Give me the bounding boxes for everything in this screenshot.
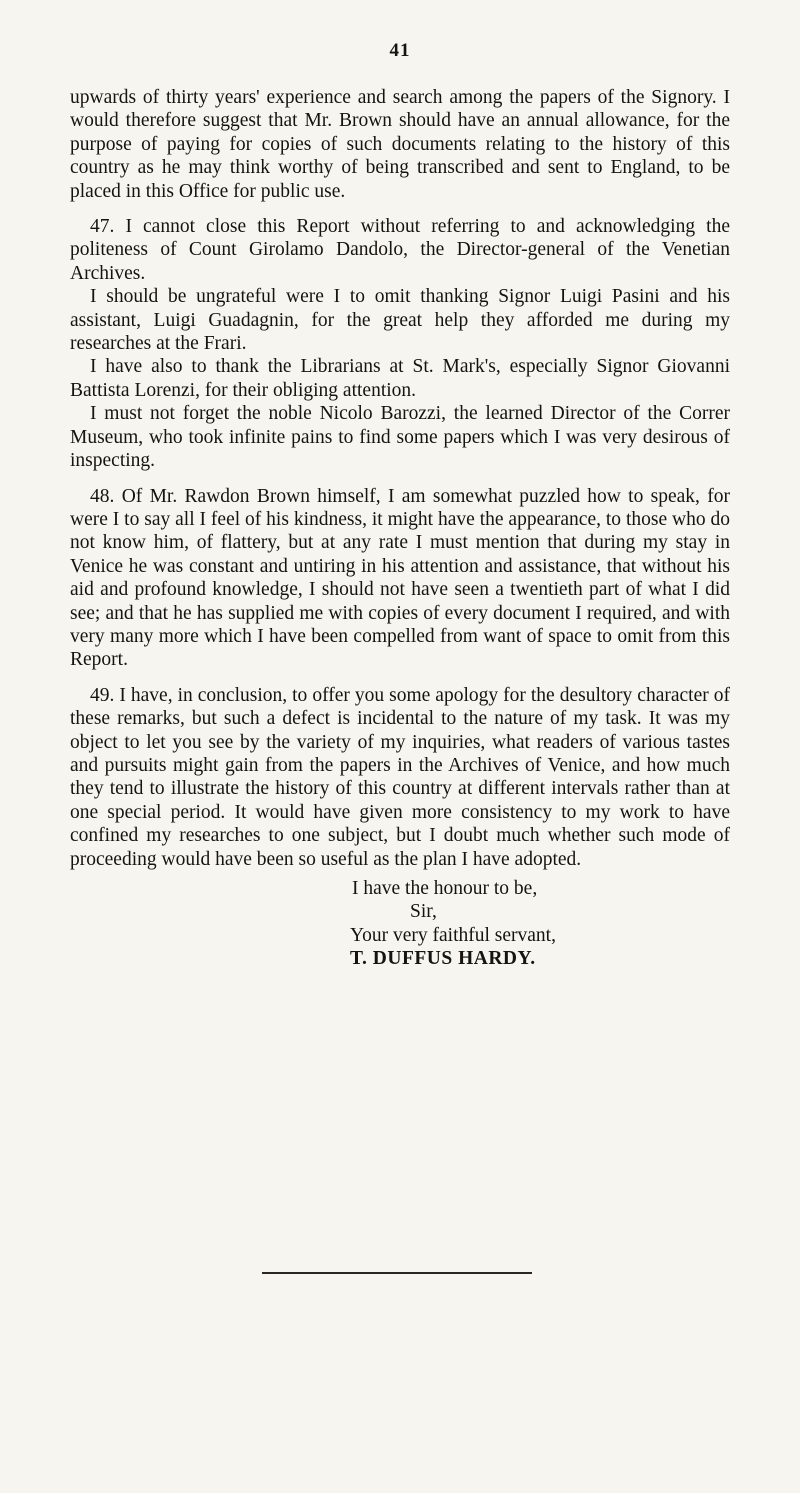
document-page [70,40,730,971]
closing-servant: Your very faithful servant, [350,924,556,946]
closing-salutation: Sir, [410,901,437,923]
paragraph-thanks-pasini: I should be ungrateful were I to omit thanking Signor Luigi Pasini and his assistant, Luigi Guadagnin, for the great help they afforded me during my researches at the Frari. [70,286,730,355]
closing-honour: I have the honour to be, [352,878,538,899]
paragraph-49: 49. I have, in conclusion, to offer you some apology for the desultory character of these remarks, but such a defect is incidental to the nature of my task. It was my object to let you see by the variety of my inquiries, what readers of various tastes and pursuits might gain from the papers in the Archives of Venice, and how much they tend to illustrate the history of this country at different intervals rather than at one special period. It would have given more consistency to my work to have confined my researches to one subject, but I doubt much whether such mode of proceeding would have been so useful as the plan I have adopted. [70,684,730,870]
paragraph-thanks-barozzi: I must not forget the noble Nicolo Barozzi, the learned Director of the Correr Museum, who took infinite pains to find some papers which I was very desirous of inspecting. [70,403,730,472]
paragraph-48: 48. Of Mr. Rawdon Brown himself, I am somewhat puzzled how to speak, for were I to say all I feel of his kindness, it might have the appearance, to those who do not know him, of flattery, but at any rate I must mention that during my stay in Venice he was constant and untiring in his attention and assistance, that without his aid and profound knowledge, I should not have seen a twentieth part of what I did see; and that he has supplied me with copies of every document I required, and with very many more which I have been compelled from want of space to omit from this Report. [70,485,730,671]
paragraph-continuation: upwards of thirty years' experience and search among the papers of the Signory. I would therefore suggest that Mr. Brown should have an annual allowance, for the purpose of paying for copies of such documents relating to the history of this country as he may think worthy of being transcribed and sent to England, to be placed in this Office for public use. [70,87,730,202]
end-rule-divider [262,1272,532,1274]
paragraph-thanks-librarians: I have also to thank the Librarians at St. Mark's, especially Signor Giovanni Battista Lorenzi, for their obliging attention. [70,356,730,401]
page-number: 41 [389,40,411,61]
paragraph-47: 47. I cannot close this Report without referring to and acknowledging the politeness of Count Girolamo Dandolo, the Director-general of the Venetian Archives. [70,216,730,284]
closing-block [70,877,730,971]
signature: T. DUFFUS HARDY. [350,948,536,970]
